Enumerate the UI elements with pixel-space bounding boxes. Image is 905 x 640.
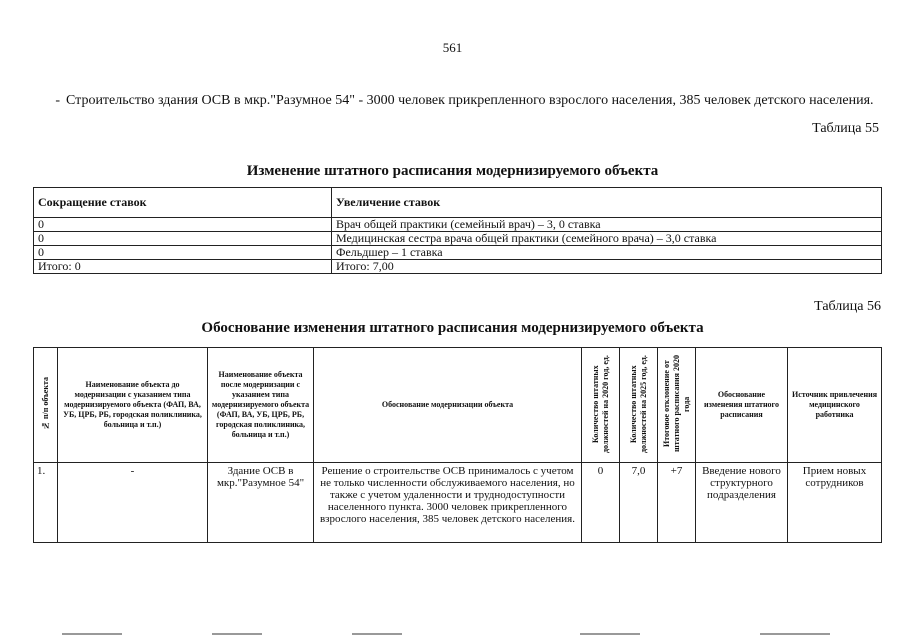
column-header-before: Наименование объекта до модернизации с указанием типа модернизируемого объекта (ФАП, ВА, УБ, ЦРБ, РБ, городская поликлиника, больница и т.п.) (58, 348, 208, 463)
column-header-reduction: Сокращение ставок (34, 188, 332, 218)
column-header-deviation: Итоговое отклонение от штатного расписания 2020 года (658, 348, 696, 463)
table-56-label: Таблица 56 (814, 299, 881, 314)
column-header-increase: Увеличение ставок (332, 188, 882, 218)
change-reason: Введение нового структурного подразделения (696, 463, 788, 543)
table-cell: Фельдшер – 1 ставка (332, 246, 882, 260)
table-cell: Итого: 7,00 (332, 260, 882, 274)
column-header-justification: Обоснование модернизации объекта (314, 348, 582, 463)
table-cell: 0 (34, 232, 332, 246)
column-header-reason: Обоснование изменения штатного расписания (696, 348, 788, 463)
table-cell: Медицинская сестра врача общей практики (семейного врача) – 3,0 ставка (332, 232, 882, 246)
staffing-change-table (33, 187, 882, 274)
table-cell: Итого: 0 (34, 260, 332, 274)
intro-dash: - (55, 93, 60, 108)
column-header-count-2020: Количество штатных должностей на 2020 год, ед. (582, 348, 620, 463)
table-row (34, 463, 882, 543)
table-total-row (34, 260, 882, 274)
column-header-after: Наименование объекта после модернизации с указанием типа модернизируемого объекта (ФАП, ВА, УБ, ЦРБ, РБ, городская поликлиника, больница и т.п.) (208, 348, 314, 463)
table-cell: Врач общей практики (семейный врач) – 3, 0 ставка (332, 218, 882, 232)
table-cell: 0 (34, 218, 332, 232)
table-cell: 0 (34, 246, 332, 260)
worker-source: Прием новых сотрудников (788, 463, 882, 543)
page-number: 561 (442, 40, 463, 55)
object-before: - (58, 463, 208, 543)
table-header-row (34, 188, 882, 218)
table-56-title: Обоснование изменения штатного расписания модернизируемого объекта (201, 320, 704, 336)
modernization-justification: Решение о строительстве ОСВ принималось с учетом не только численности обслуживаемого населения, но также с учетом удаленности и труднодоступности населенного пункта. 3000 человек прикрепленного взрослого населения, 385 человек детского населения. (314, 463, 582, 543)
count-2025: 7,0 (620, 463, 658, 543)
table-row (34, 246, 882, 260)
staffing-justification-table (33, 347, 882, 543)
scan-edge-marks (0, 633, 905, 639)
object-after: Здание ОСВ в мкр."Разумное 54" (208, 463, 314, 543)
table-row (34, 232, 882, 246)
table-header-row (34, 348, 882, 463)
column-header-number: № п/п объекта (34, 348, 58, 463)
column-header-count-2025: Количество штатных должностей на 2025 год, ед. (620, 348, 658, 463)
row-number: 1. (34, 463, 58, 543)
table-55-label: Таблица 55 (812, 121, 879, 136)
count-2020: 0 (582, 463, 620, 543)
column-header-source: Источник привлечения медицинского работника (788, 348, 882, 463)
table-row (34, 218, 882, 232)
intro-text: Строительство здания ОСВ в мкр."Разумное 54" - 3000 человек прикрепленного взрослого населения, 385 человек детского населения. (66, 93, 874, 108)
intro-paragraph (34, 92, 882, 110)
deviation: +7 (658, 463, 696, 543)
table-55-title: Изменение штатного расписания модернизируемого объекта (246, 163, 659, 179)
